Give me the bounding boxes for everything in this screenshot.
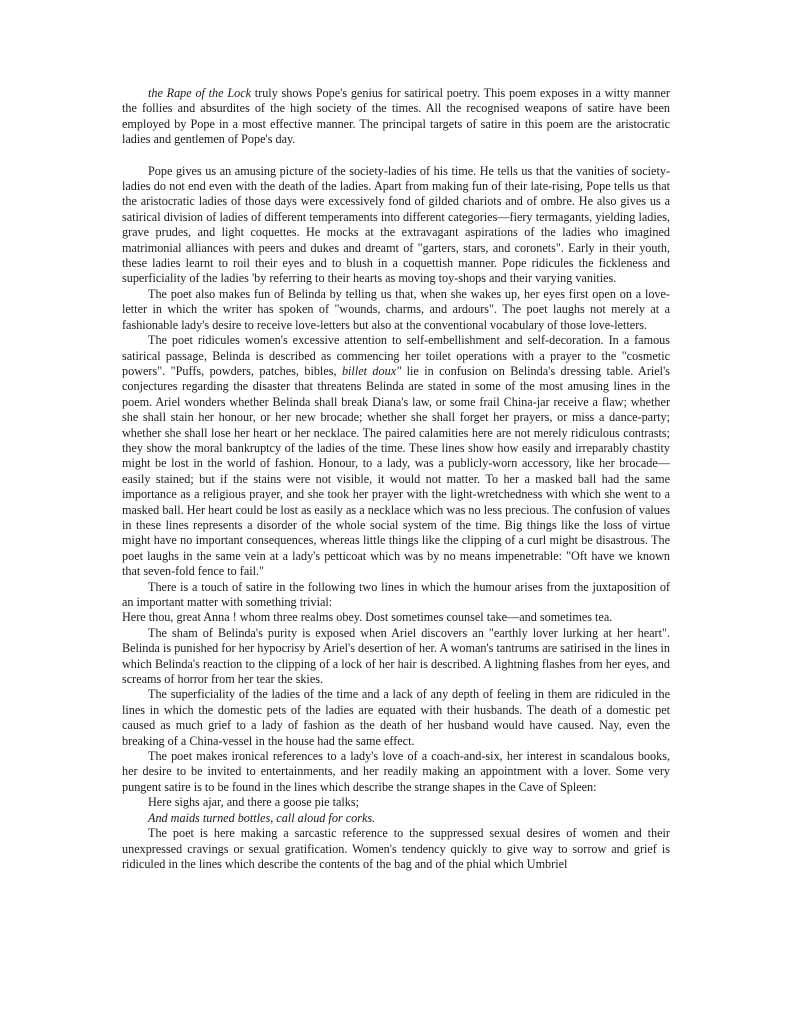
billet-doux-italic: billet doux" bbox=[341, 363, 402, 378]
paragraph-belinda-purity: The sham of Belinda's purity is exposed when Ariel discovers an "earthly lover lurking at her heart". Belinda is punished for her hypocrisy by Ariel's desertion of her. A woman's tantrums are satirised in the lines in which Belinda's reaction to the clipping of a lock of her hair is described. A lightning flashes from her eyes, and screams of horror from her tear the skies. bbox=[122, 625, 670, 687]
paragraph-superficiality: The superficiality of the ladies of the time and a lack of any depth of feeling in them are ridiculed in the lines in which the domestic pets of the ladies are equated with their husbands. The death of a domestic pet caused as much grief to a lady of fashion as the death of her husband would have caused. Nay, even the breaking of a China-vessel in the house had the same effect. bbox=[122, 687, 670, 748]
paragraph-society-ladies: Pope gives us an amusing picture of the society-ladies of his time. He tells us that the vanities of society-ladies do not end even with the death of the ladies. Apart from making fun of their late-rising, Pope tells us that the aristocratic ladies of those days were excessively fond of gilded chariots and of ombre. He also gives us a satirical division of ladies of different temperaments into different categories—fiery termagants, yielding ladies, grave prudes, and light coquettes. He mocks at the extravagant aspirations of the ladies who imagined matrimonial alliances with peers and dukes and dreamt of "garters, stars, and coronets". Early in their youth, these ladies learnt to roil their eyes and to blush in a coquettish manner. Pope ridicules the fickleness and superficiality of the ladies 'by referring to their hearts as moving toy-shops and their varying vanities. bbox=[122, 163, 670, 286]
poem-title: the Rape of the Lock bbox=[148, 86, 252, 100]
paragraph-self-embellishment bbox=[122, 333, 670, 580]
paragraph-belinda-love-letter: The poet also makes fun of Belinda by telling us that, when she wakes up, her eyes first open on a love-letter in which the writer has spoken of "wounds, charms, and ardours". The poet laughs not merely at a fashionable lady's desire to receive love-letters but also at the conventional vocabulary of those love-letters. bbox=[122, 286, 670, 332]
paragraph-intro bbox=[122, 86, 670, 148]
intro-text: truly shows Pope's genius for satirical poetry. This poem exposes in a witty manner the follies and absurdites of the high society of the times. All the recognised weapons of satire have been employed by Pope in a most effective manner. The principal targets of satire in this poem are the aristocratic ladies and gentlemen of Pope's day. bbox=[122, 86, 670, 147]
paragraph-sarcastic-reference: The poet is here making a sarcastic reference to the suppressed sexual desires of women and their unexpressed cravings or sexual gratification. Women's tendency quickly to give way to sorrow and grief is ridiculed in the lines which describe the contents of the bag and of the phial which Umbriel bbox=[122, 826, 670, 871]
verse-line-1: Here sighs ajar, and there a goose pie talks; bbox=[148, 795, 360, 810]
verse-line-2: And maids turned bottles, call aloud for corks. bbox=[148, 810, 376, 825]
toilet-text-after: lie in confusion on Belinda's dressing table. Ariel's conjectures regarding the disaster that threatens Belinda are stated in some of the most amusing lines in the poem. Ariel wonders whether Belinda shall break Diana's law, or some frail China-jar receive a flaw; whether she shall stain her honour, or her new brocade; whether she shall forget her prayers, or miss a dance-party; whether she shall lose her heart or her necklace. The paired calamities here are not merely ridiculous contrasts; they show the moral bankruptcy of the ladies of the time. These lines show how easily and irreparably chastity might be lost in the world of fashion. Honour, to a lady, was a publicly-worn accessory, like her brocade—easily stained; but if the stains were not visible, it would not matter. To her a masked ball had the same importance as a religious prayer, and she took her prayer with the light-wretchedness with which she went to a masked ball. Her heart could be lost as easily as a necklace which was no less precious. The confusion of values in these lines represents a disorder of the whole social system of the time. Big things like the loss of virtue might have no important consequences, whereas little things like the clipping of a curl might be disastrous. The poet laughs in the same vein at a lady's petticoat which was by no means impenetrable: "Oft have we known that seven-fold fence to fail." bbox=[122, 363, 671, 579]
paragraph-touch-of-satire: There is a touch of satire in the following two lines in which the humour arises from the juxtaposition of an important matter with something trivial: bbox=[122, 579, 670, 609]
document-body bbox=[122, 86, 670, 872]
quote-great-anna: Here thou, great Anna ! whom three realms obey. Dost sometimes counsel take—and sometimes tea. bbox=[122, 610, 613, 625]
toilet-text-before: The poet ridicules women's excessive attention to self-embellishment and self-decoration. In a famous satirical passage, Belinda is described as commencing her toilet operations with a prayer to the "cosmetic powers". "Puffs, powders, patches, bibles, bbox=[122, 333, 670, 378]
paragraph-ironical-references: The poet makes ironical references to a lady's love of a coach-and-six, her interest in scandalous books, her desire to be invited to entertainments, and her readily making an appointment with a lover. Some very pungent satire is to be found in the lines which describe the strange shapes in the Cave of Spleen: bbox=[122, 749, 670, 794]
